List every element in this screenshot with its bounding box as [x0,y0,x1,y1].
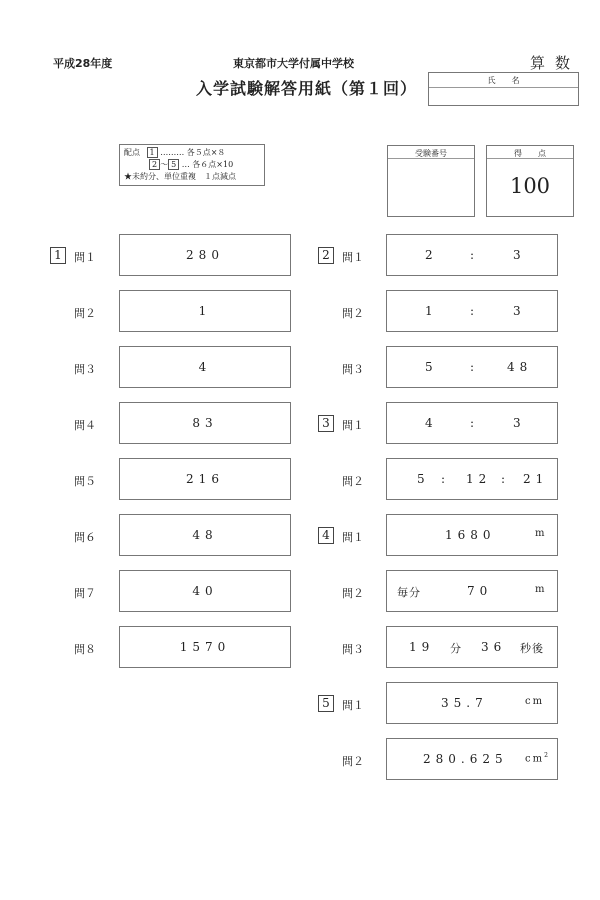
s5-q2-label: 問２ [342,755,364,768]
s4-q3-sec-unit: 秒後 [520,642,544,655]
s3-q1-a: 4 [425,416,438,430]
s4-q3-min-unit: 分 [450,642,462,655]
s2-q2-answer[interactable] [386,290,558,332]
score-box [486,145,574,217]
s2-q2-label: 問２ [342,307,364,320]
s2-q3-answer[interactable] [386,346,558,388]
section-5-number: 5 [318,695,334,712]
name-divider [429,87,578,88]
s2-q3-sep: : [470,360,480,374]
s4-q1-label: 問１ [342,531,364,544]
score-label: 得 点 [514,149,546,158]
s1-q6-answer[interactable] [119,514,291,556]
name-label: 氏 名 [487,76,520,85]
points-line-2 [124,159,260,171]
section-4-number: 4 [318,527,334,544]
s5-q2-value: 280.625 [423,752,508,766]
s3-q2-c: 21 [523,472,549,486]
score-value: 100 [509,174,551,198]
name-box[interactable] [428,72,579,106]
s3-q2-a: 5 [417,472,430,486]
s2-q1-label: 問１ [342,251,364,264]
s1-q6-value: 48 [192,528,218,542]
s1-q5-value: 216 [186,472,224,486]
s5-q2-unit [525,752,550,764]
s3-q2-b: 12 [466,472,492,486]
points-rule-1: ……… 各５点×８ [160,148,226,157]
school-name: 東京都市大学付属中学校 [233,57,354,70]
s5-q2-unit-text: cm [525,753,545,765]
s2-q2-sep: : [470,304,480,318]
s4-q2-prefix: 毎分 [397,586,421,599]
s2-q1-a: 2 [425,248,438,262]
s1-q8-value: 1570 [179,640,231,654]
s1-q2-value: 1 [198,304,212,318]
points-line-3: ★未約分、単位重複 １点減点 [124,172,236,181]
s5-q1-unit: cm [525,696,545,707]
s1-q1-answer[interactable] [119,234,291,276]
s1-q4-answer[interactable] [119,402,291,444]
section-1-number: 1 [50,247,66,264]
s5-q1-answer[interactable] [386,682,558,724]
points-rule-2: … 各６点×10 [181,160,234,169]
score-divider [487,158,573,159]
s2-q2-b: 3 [513,304,526,318]
section-2-number: 2 [318,247,334,264]
s1-q3-label: 問３ [74,363,96,376]
s3-q2-sep1: : [441,472,451,486]
points-range-sep: ～ [160,160,169,169]
exam-number-label: 受験番号 [415,149,447,158]
s2-q1-b: 3 [513,248,526,262]
s4-q1-unit: m [535,528,547,539]
s3-q1-answer[interactable] [386,402,558,444]
s2-q3-a: 5 [425,360,438,374]
points-section-1: 1 [147,147,158,158]
points-section-5: 5 [168,159,179,170]
s2-q3-b: 48 [507,360,533,374]
s3-q1-label: 問１ [342,419,364,432]
s4-q3-sec: 36 [481,640,507,654]
s1-q2-label: 問２ [74,307,96,320]
points-line-1 [124,147,260,159]
s3-q1-sep: : [470,416,480,430]
s1-q6-label: 問６ [74,531,96,544]
s5-q1-value: 35.7 [441,696,488,710]
s1-q7-label: 問７ [74,587,96,600]
s4-q3-answer[interactable] [386,626,558,668]
s4-q3-min: 19 [409,640,435,654]
section-3-number: 3 [318,415,334,432]
s1-q3-answer[interactable] [119,346,291,388]
s1-q8-label: 問８ [74,643,96,656]
s1-q1-value: 280 [186,248,224,262]
s1-q3-value: 4 [198,360,212,374]
points-section-2: 2 [149,159,160,170]
s1-q4-label: 問４ [74,419,96,432]
s4-q3-label: 問３ [342,643,364,656]
s3-q2-sep2: : [501,472,511,486]
points-label: 配点 [124,148,140,157]
s1-q7-answer[interactable] [119,570,291,612]
year-label: 平成28年度 [53,57,113,70]
s1-q1-label: 問１ [74,251,96,264]
s1-q4-value: 83 [192,416,218,430]
s1-q5-label: 問５ [74,475,96,488]
s5-q1-label: 問１ [342,699,364,712]
s4-q2-unit: m [535,584,547,595]
s4-q1-value: 1680 [445,528,496,542]
s4-q2-label: 問２ [342,587,364,600]
s3-q1-b: 3 [513,416,526,430]
s2-q2-a: 1 [425,304,438,318]
exam-number-divider [388,158,474,159]
s4-q2-value: 70 [467,584,493,598]
subject-label: 算数 [530,54,581,72]
s1-q7-value: 40 [192,584,218,598]
s4-q2-answer[interactable] [386,570,558,612]
s5-q2-answer[interactable] [386,738,558,780]
s3-q2-label: 問２ [342,475,364,488]
page-title: 入学試験解答用紙（第１回） [196,79,418,98]
s2-q1-answer[interactable] [386,234,558,276]
points-box [119,144,265,186]
s1-q2-answer[interactable] [119,290,291,332]
exam-number-box[interactable] [387,145,475,217]
s2-q1-sep: : [470,248,480,262]
s4-q1-answer[interactable] [386,514,558,556]
s2-q3-label: 問３ [342,363,364,376]
s3-q2-answer[interactable] [386,458,558,500]
s1-q5-answer[interactable] [119,458,291,500]
s1-q8-answer[interactable] [119,626,291,668]
s5-q2-unit-sup: 2 [544,752,550,759]
